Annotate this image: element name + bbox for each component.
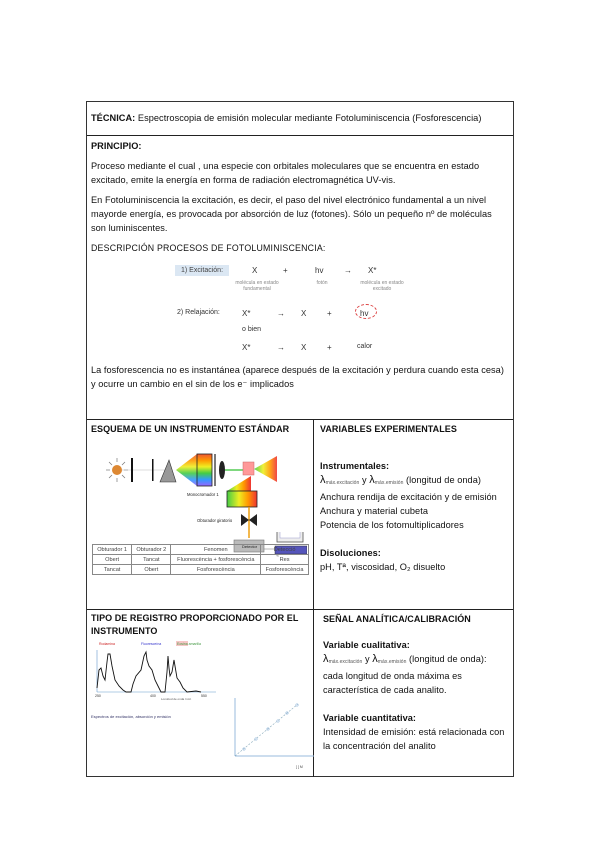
step1-arrow: → bbox=[344, 266, 352, 275]
senal-heading: SEÑAL ANALÍTICA/CALIBRACIÓN bbox=[323, 614, 471, 624]
lambda-exc-sub: máx.excitación bbox=[325, 480, 360, 486]
svg-text:Detector: Detector bbox=[242, 544, 258, 549]
calibration-chart bbox=[232, 694, 314, 774]
svg-text:Longitud de onda (nm): Longitud de onda (nm) bbox=[161, 697, 192, 700]
step2a-hv: hv bbox=[360, 309, 369, 318]
step1-hv: hv bbox=[315, 266, 324, 275]
table-row bbox=[93, 555, 309, 565]
monochromator-2-icon bbox=[227, 491, 257, 507]
tecnica-value: Espectroscopia de emisión molecular mediante Fotoluminiscencia (Fosforescencia) bbox=[137, 113, 482, 123]
step1-xstar: X* bbox=[368, 266, 377, 275]
descripcion-heading: DESCRIPCIÓN PROCESOS DE FOTOLUMINISCENCIA: bbox=[91, 243, 326, 253]
note-fundamental: molécula en estado fundamental bbox=[235, 280, 279, 292]
lambda-suffix: (longitud de onda) bbox=[406, 475, 481, 485]
cualitativa-text: cada longitud de onda máxima es característica de cada analito. bbox=[323, 671, 462, 695]
svg-text:Rodamina: Rodamina bbox=[99, 642, 115, 646]
shutter-1-icon bbox=[219, 461, 225, 479]
lambda-em-sub: máx.emisión bbox=[374, 480, 404, 486]
table-header: Fenomen bbox=[171, 545, 261, 555]
spectra-caption: Espectros de excitación, absorción y emisión bbox=[91, 714, 171, 719]
table-cell: Obert bbox=[132, 565, 171, 575]
svg-text:Monocromador 1: Monocromador 1 bbox=[187, 492, 219, 497]
table-header: Detecció bbox=[261, 545, 309, 555]
step2b-arrow: → bbox=[277, 343, 285, 352]
cuantitativa-label: Variable cuantitativa: bbox=[323, 713, 417, 723]
step2a-arrow: → bbox=[277, 309, 285, 318]
table-cell: Obert bbox=[93, 555, 132, 565]
svg-text:Fluoresceína: Fluoresceína bbox=[141, 642, 162, 646]
variables-heading: VARIABLES EXPERIMENTALES bbox=[320, 424, 457, 434]
step1-plus: + bbox=[283, 266, 288, 275]
disoluciones-label: Disoluciones: bbox=[320, 548, 381, 558]
variables-section bbox=[320, 422, 512, 574]
tecnica-row bbox=[91, 111, 511, 125]
step2b-plus: + bbox=[327, 343, 332, 352]
o-bien: o bien bbox=[242, 326, 262, 333]
lambda-exc-sub: máx.excitación bbox=[328, 659, 363, 665]
table-cell: Res bbox=[261, 555, 309, 565]
slit-icon bbox=[152, 459, 154, 481]
step2b-calor: calor bbox=[357, 343, 373, 350]
table-cell: Fosforescència bbox=[261, 565, 309, 575]
esquema-heading: ESQUEMA DE UN INSTRUMENTO ESTÁNDAR bbox=[91, 424, 290, 434]
cuantitativa-text: Intensidad de emisión: está relacionada con la concentración del analito bbox=[323, 727, 505, 751]
table-header-row bbox=[93, 545, 309, 555]
lambda-suffix: (longitud de onda): bbox=[409, 654, 487, 664]
lambda-line bbox=[320, 473, 512, 490]
svg-text:400: 400 bbox=[150, 694, 156, 698]
y-connector: y bbox=[364, 654, 370, 664]
lambda-em-sub: máx.emisión bbox=[377, 659, 407, 665]
prism-icon bbox=[160, 460, 176, 482]
step2-label: 2) Relajación: bbox=[177, 309, 220, 316]
svg-text:250: 250 bbox=[95, 694, 101, 698]
step2b-xstar: X* bbox=[242, 343, 251, 352]
table-cell: Tancat bbox=[93, 565, 132, 575]
lambda-icon: λ bbox=[320, 474, 326, 486]
svg-text:Eosina amarilla: Eosina amarilla bbox=[177, 642, 201, 646]
table-cell: Fluorescència + fosforescència bbox=[171, 555, 261, 565]
step1-x: X bbox=[252, 266, 258, 275]
table-header: Obturador 1 bbox=[93, 545, 132, 555]
disoluciones-value: pH, Tª, viscosidad, O₂ disuelto bbox=[320, 562, 446, 572]
principio-section bbox=[91, 139, 509, 261]
table-row bbox=[93, 565, 309, 575]
lambda-icon: λ bbox=[323, 653, 329, 665]
tecnica-label: TÉCNICA: bbox=[91, 113, 136, 123]
lambda-line bbox=[323, 652, 513, 669]
step2b-x: X bbox=[301, 343, 307, 352]
cuvette-icon bbox=[243, 462, 254, 475]
instrumentales-label: Instrumentales: bbox=[320, 461, 390, 471]
fosforescencia-note: La fosforescencia no es instantánea (aparece después de la excitación y perdura cuando esta cesa) y ocurre un cambio en el sin de los e⁻ implicados bbox=[91, 365, 504, 389]
svg-text:Obturador giratorio: Obturador giratorio bbox=[197, 518, 233, 523]
divider bbox=[87, 419, 513, 420]
senal-section bbox=[323, 612, 513, 753]
shutter-table bbox=[92, 544, 309, 575]
slit-icon bbox=[131, 458, 133, 482]
step2a-plus: + bbox=[327, 309, 332, 318]
lambda-icon: λ bbox=[369, 474, 375, 486]
monochromator-1-icon bbox=[197, 454, 212, 486]
step1-label: 1) Excitación: bbox=[175, 265, 229, 276]
svg-text:[ ] M: [ ] M bbox=[296, 765, 303, 769]
variable-item: Anchura rendija de excitación y de emisión bbox=[320, 492, 497, 502]
note-foton: fotón bbox=[316, 280, 328, 286]
principio-heading: PRINCIPIO: bbox=[91, 141, 142, 151]
variable-item: Anchura y material cubeta bbox=[320, 506, 428, 516]
registro-heading: TIPO DE REGISTRO PROPORCIONADO POR EL INSTRUMENTO bbox=[91, 613, 299, 636]
principio-paragraph-2: En Fotoluminiscencia la excitación, es decir, el paso del nivel electrónico fundamental a un nivel mayorde energía, es provocada por absorción de luz (fotones). Sólo un pequeño nº de moléculas son luminiscentes. bbox=[91, 195, 492, 233]
table-header: Obturador 2 bbox=[132, 545, 171, 555]
table-cell: Tancat bbox=[132, 555, 171, 565]
cualitativa-label: Variable cualitativa: bbox=[323, 640, 410, 650]
technique-sheet bbox=[86, 101, 514, 777]
instrument-schematic bbox=[97, 442, 307, 542]
lambda-icon: λ bbox=[372, 653, 378, 665]
principio-paragraph-1: Proceso mediante el cual , una especie con orbitales moleculares que se encuentra en estado excitado, emite la energía en forma de radiación electromagnética UV-vis. bbox=[91, 161, 480, 185]
variable-item: Potencia de los fotomultiplicadores bbox=[320, 520, 464, 530]
y-connector: y bbox=[361, 475, 367, 485]
divider bbox=[87, 135, 513, 136]
svg-text:550: 550 bbox=[201, 694, 207, 698]
emission-spectra-chart bbox=[91, 640, 221, 700]
step2a-x: X bbox=[301, 309, 307, 318]
note-excitado: molécula en estado excitado bbox=[360, 280, 404, 292]
step2a-xstar: X* bbox=[242, 309, 251, 318]
divider bbox=[87, 609, 513, 610]
table-cell: Fosforescència bbox=[171, 565, 261, 575]
